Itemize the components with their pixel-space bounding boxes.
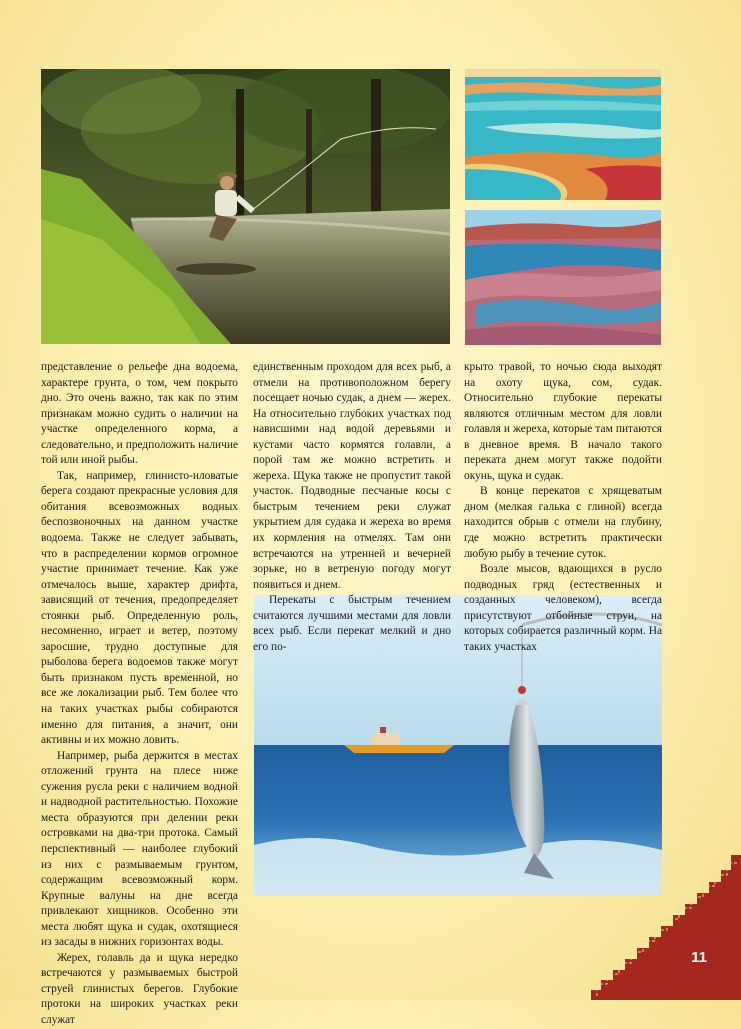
fly-fishing-river-photo (41, 69, 450, 344)
paragraph: представление о рельефе дна водоема, характере грунта, о том, чем покрыто дно. Это очень важно, так как по этим признакам можно судить о наличии на участке определенного корма, а следовательно, и предположить наличие той или иной рыбы. (41, 361, 238, 467)
text-column-2 (253, 360, 451, 655)
text-column-1 (41, 360, 238, 1029)
sand-spit-lagoon-photo (465, 69, 661, 200)
paragraph: крыто травой, то ночью сюда выходят на охоту щука, сом, судак. Относительно глубокие перекаты являются отличным местом для ловли голавля и жереха, которые там питаются в дневное время. В начало такого переката днем могут также подойти окунь, щука и судак. (464, 361, 662, 482)
paragraph: Перекаты с быстрым течением считаются лучшими местами для ловли всех рыб. Если перекат мелкий и дно его по- (253, 594, 451, 653)
paragraph: Жерех, голавль да и щука нередко встречаются у размываемых быстрой струей глинистых берегов. Глубокие протоки на широких участках реки служат (41, 951, 238, 1026)
paragraph: единственным проходом для всех рыб, а отмели на противоположном берегу посещает ночью судак, а днем — жерех. На относительно глубоких участках под нависшими над водой деревьями и кустами часто кормятся голавли, а порой там же можно встретить и жереха. Щука также не пропустит такой участок. Подводные песчаные косы с быстрым течением реки служат укрытием для судака и жереха во время их кормления на отмелях. Там они встречаются на утренней и вечерней зорьке, но в ветреную погоду могут появиться и днем. (253, 361, 451, 591)
paragraph: Например, рыба держится в местах отложений грунта на плесе ниже сужения русла реки с наличием водной и надводной растительностью. Похожие места образуются при делении реки островками на два-три протока. Самый перспективный — наиболее глубокий из них с размываемым грунтом, содержащим всевозможный корм. Крупные валуны на дне всегда привлекают хищников. Особенно эти места любят щука и судак, охотящиеся из засады в нижних горизонтах воды. (41, 749, 238, 949)
paragraph: Возле мысов, вдающихся в русло подводных гряд (естественных и созданных человеком), всегда присутствуют отбойные струи, на которых собирается различный корм. На таких участках (464, 563, 662, 653)
paragraph: В конце перекатов с хрящеватым дном (мелкая галька с глиной) всегда находится обрыв с отмели на глубину, где можно встретить практически любую рыбу в течение суток. (464, 485, 662, 560)
shallow-riverbed-photo (465, 210, 661, 345)
paragraph: Так, например, глинисто-иловатые берега создают прекрасные условия для обитания всевозможных водных беспозвоночных на данном участке водоема. Также не следует забывать, что в распределении кормов огромное участие принимает течение. Как уже отмечалось выше, характер дрифта, зависящий от течения, предопределяет стоянки рыб. Определенную роль, несомненно, играет и ветер, поэтому заросшие, трудно доступные для рыболова берега водоемов также могут быть признаком пусть временной, но все же локализации рыб. Тем более что на таких участках рыбы собираются именно для питания, а значит, они активны и их можно ловить. (41, 469, 238, 747)
page-number: 11 (691, 949, 707, 966)
text-column-3 (464, 360, 662, 655)
page-corner-decoration (591, 855, 741, 1000)
